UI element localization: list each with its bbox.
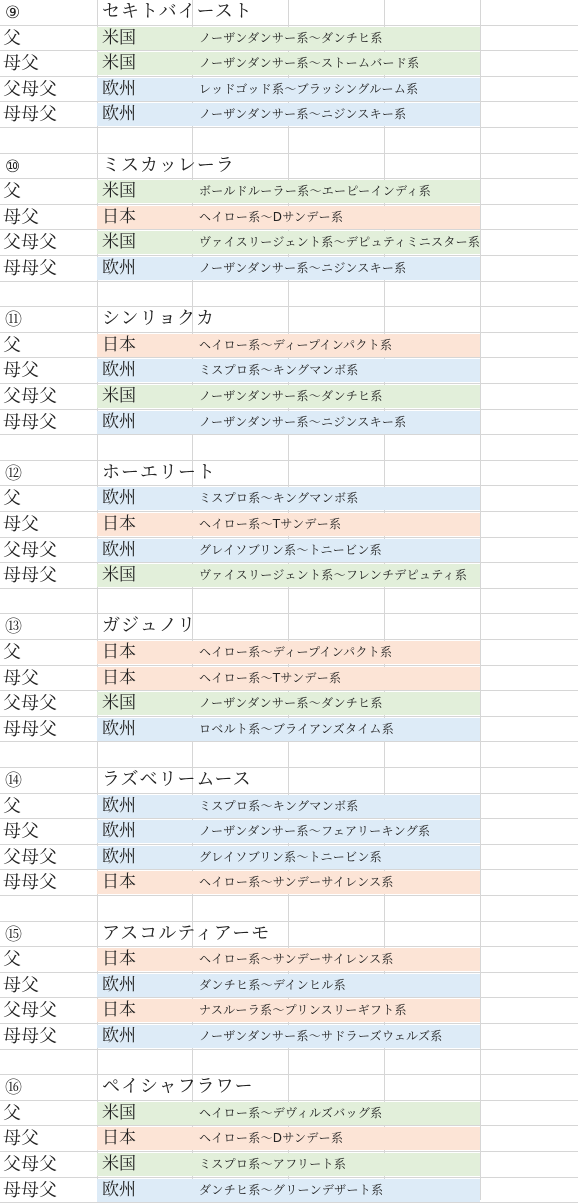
- pedigree-row: [0, 384, 578, 410]
- relation-label: 父母父: [3, 78, 57, 100]
- region-label: 米国: [102, 693, 136, 714]
- horse-name: ペイシャフラワー: [102, 1076, 254, 1098]
- region-label: 日本: [102, 949, 136, 970]
- region-label: 米国: [102, 232, 136, 253]
- relation-label: 父: [3, 949, 21, 971]
- relation-label: 母母父: [3, 565, 57, 587]
- relation-label: 母父: [3, 667, 39, 689]
- relation-label: 母父: [3, 514, 39, 535]
- horse-header-row: [0, 922, 578, 948]
- sire-line-text: ノーザンダンサー系〜ニジンスキー系: [199, 107, 407, 122]
- pedigree-row: [0, 486, 578, 512]
- region-label: 欧州: [102, 821, 136, 842]
- sire-line-text: ボールドルーラー系〜エーピーインディ系: [199, 184, 432, 199]
- spacer-row: [0, 742, 578, 768]
- region-label: 日本: [102, 334, 136, 355]
- pedigree-row: [0, 512, 578, 538]
- sire-line-text: ヴァイスリージェント系〜デピュティミニスター系: [199, 235, 481, 250]
- relation-label: 父: [3, 795, 21, 817]
- pedigree-row: [0, 1178, 578, 1203]
- sire-line-text: グレイソブリン系〜トニービン系: [199, 849, 382, 864]
- relation-label: 母母父: [3, 872, 57, 894]
- horse-name: ホーエリート: [102, 461, 216, 483]
- pedigree-row: [0, 1126, 578, 1152]
- horse-header-row: [0, 307, 578, 333]
- relation-label: 父母父: [3, 1000, 57, 1022]
- sire-line-text: ノーザンダンサー系〜ダンチヒ系: [199, 30, 383, 45]
- horse-header-row: [0, 768, 578, 794]
- sire-line-text: ダンチヒ系〜デインヒル系: [199, 977, 346, 992]
- sire-line-text: レッドゴッド系〜ブラッシングルーム系: [199, 81, 419, 96]
- horse-name: シンリョクカ: [102, 308, 216, 330]
- region-label: 欧州: [102, 104, 136, 125]
- pedigree-row: [0, 1152, 578, 1178]
- sire-line-text: ノーザンダンサー系〜ニジンスキー系: [199, 414, 407, 429]
- region-label: 日本: [102, 1000, 136, 1021]
- pedigree-row: [0, 102, 578, 128]
- region-label: 米国: [102, 181, 136, 202]
- pedigree-row: [0, 230, 578, 256]
- horse-header-row: [0, 1075, 578, 1101]
- relation-label: 父: [3, 642, 21, 663]
- relation-label: 母父: [3, 1128, 39, 1150]
- region-label: 日本: [102, 642, 136, 662]
- relation-label: 母母父: [3, 1179, 57, 1201]
- horse-name: ラズベリームース: [102, 769, 252, 790]
- pedigree-row: [0, 666, 578, 692]
- region-label: 日本: [102, 514, 136, 534]
- pedigree-row: [0, 973, 578, 999]
- pedigree-row: [0, 947, 578, 973]
- region-label: 米国: [102, 565, 136, 586]
- sire-line-text: ダンチヒ系〜グリーンデザート系: [199, 1182, 384, 1197]
- relation-label: 母父: [3, 821, 39, 843]
- region-label: 欧州: [102, 795, 136, 816]
- region-label: 欧州: [102, 78, 136, 99]
- sire-line-text: ノーザンダンサー系〜ダンチヒ系: [199, 696, 383, 711]
- relation-label: 母父: [3, 360, 39, 382]
- sire-line-text: ミスプロ系〜キングマンボ系: [199, 798, 359, 813]
- region-label: 米国: [102, 1102, 136, 1123]
- horse-number: ⑫: [5, 463, 22, 484]
- sire-line-text: ヘイロー系〜Dサンデー系: [199, 209, 344, 224]
- sire-line-text: ロベルト系〜ブライアンズタイム系: [199, 721, 395, 736]
- relation-label: 母父: [3, 974, 39, 996]
- horse-number: ⑩: [5, 156, 21, 177]
- sire-line-text: ヘイロー系〜デヴィルズバッグ系: [199, 1105, 383, 1120]
- pedigree-row: [0, 179, 578, 205]
- region-label: 欧州: [102, 258, 136, 278]
- region-label: 米国: [102, 53, 136, 74]
- region-label: 日本: [102, 206, 136, 227]
- pedigree-row: [0, 358, 578, 384]
- region-label: 米国: [102, 386, 136, 406]
- sire-line-text: ノーザンダンサー系〜ストームバード系: [199, 56, 420, 71]
- region-label: 欧州: [102, 411, 136, 432]
- pedigree-row: [0, 538, 578, 564]
- sire-line-text: ナスルーラ系〜プリンスリーギフト系: [199, 1003, 407, 1018]
- region-label: 日本: [102, 667, 136, 688]
- relation-label: 母母父: [3, 718, 57, 740]
- pedigree-row: [0, 51, 578, 77]
- relation-label: 母父: [3, 53, 39, 75]
- spacer-row: [0, 589, 578, 615]
- relation-label: 父母父: [3, 232, 57, 254]
- relation-label: 父母父: [3, 386, 57, 407]
- region-label: 欧州: [102, 718, 136, 739]
- sire-line-text: ヘイロー系〜サンデーサイレンス系: [199, 952, 394, 967]
- relation-label: 父: [3, 27, 21, 49]
- pedigree-row: [0, 26, 578, 52]
- pedigree-row: [0, 998, 578, 1024]
- horse-number: ⑪: [5, 310, 22, 331]
- sire-line-text: ミスプロ系〜キングマンボ系: [199, 491, 359, 506]
- horse-number: ⑨: [5, 3, 21, 23]
- relation-label: 父母父: [3, 1154, 57, 1175]
- horse-header-row: [0, 0, 578, 26]
- region-label: 欧州: [102, 360, 136, 381]
- region-label: 欧州: [102, 488, 136, 509]
- sire-line-text: ヘイロー系〜Tサンデー系: [199, 670, 342, 685]
- sire-line-text: ヘイロー系〜Tサンデー系: [199, 517, 342, 531]
- pedigree-row: [0, 819, 578, 845]
- pedigree-row: [0, 640, 578, 666]
- sire-line-text: ヘイロー系〜ディープインパクト系: [199, 337, 393, 352]
- horse-number: ⑯: [5, 1078, 22, 1099]
- relation-label: 父: [3, 1102, 21, 1124]
- relation-label: 母母父: [3, 104, 57, 126]
- spacer-row: [0, 1050, 578, 1076]
- pedigree-row: [0, 870, 578, 896]
- horse-name: ガジュノリ: [102, 615, 197, 637]
- relation-label: 父: [3, 181, 21, 203]
- relation-label: 父母父: [3, 846, 57, 868]
- pedigree-row: [0, 717, 578, 743]
- sire-line-text: ヴァイスリージェント系〜フレンチデピュティ系: [199, 568, 468, 583]
- relation-label: 母父: [3, 206, 39, 228]
- pedigree-row: [0, 1024, 578, 1050]
- horse-number: ⑭: [5, 771, 22, 791]
- sire-line-text: ノーザンダンサー系〜フェアリーキング系: [199, 824, 431, 839]
- horse-number: ⑬: [5, 617, 22, 638]
- pedigree-row: [0, 410, 578, 436]
- relation-label: 父母父: [3, 693, 57, 715]
- region-label: 日本: [102, 1128, 136, 1149]
- pedigree-row: [0, 794, 578, 820]
- pedigree-row: [0, 77, 578, 103]
- sire-line-text: ノーザンダンサー系〜ニジンスキー系: [199, 261, 407, 275]
- pedigree-row: [0, 691, 578, 717]
- pedigree-row: [0, 256, 578, 282]
- region-label: 欧州: [102, 1179, 136, 1200]
- pedigree-row: [0, 333, 578, 359]
- region-label: 日本: [102, 872, 136, 893]
- sire-line-text: ヘイロー系〜ディープインパクト系: [199, 645, 393, 659]
- pedigree-row: [0, 1101, 578, 1127]
- spacer-row: [0, 435, 578, 461]
- sire-line-text: ヘイロー系〜Dサンデー系: [199, 1131, 344, 1146]
- horse-header-row: [0, 614, 578, 640]
- pedigree-row: [0, 563, 578, 589]
- region-label: 欧州: [102, 974, 136, 995]
- sire-line-text: ミスプロ系〜アフリート系: [199, 1157, 347, 1171]
- relation-label: 父: [3, 488, 21, 510]
- pedigree-row: [0, 845, 578, 871]
- horse-name: アスコルティアーモ: [102, 922, 271, 944]
- relation-label: 母母父: [3, 1026, 57, 1047]
- region-label: 欧州: [102, 846, 136, 867]
- sire-line-text: ノーザンダンサー系〜ダンチヒ系: [199, 389, 383, 403]
- region-label: 欧州: [102, 539, 136, 560]
- horse-header-row: [0, 154, 578, 180]
- spacer-row: [0, 282, 578, 308]
- sire-line-text: ノーザンダンサー系〜サドラーズウェルズ系: [199, 1029, 443, 1043]
- horse-number: ⑮: [5, 924, 22, 945]
- relation-label: 父: [3, 334, 21, 356]
- relation-label: 父母父: [3, 539, 57, 561]
- region-label: 欧州: [102, 1026, 136, 1046]
- sire-line-text: ヘイロー系〜サンデーサイレンス系: [199, 875, 394, 890]
- pedigree-row: [0, 205, 578, 231]
- horse-name: ミスカッレーラ: [102, 154, 235, 176]
- horse-header-row: [0, 461, 578, 487]
- region-label: 米国: [102, 27, 136, 48]
- sire-line-text: グレイソブリン系〜トニービン系: [199, 542, 382, 557]
- region-label: 米国: [102, 1154, 136, 1174]
- spacer-row: [0, 128, 578, 154]
- horse-name: セキトバイースト: [102, 1, 253, 22]
- spacer-row: [0, 896, 578, 922]
- relation-label: 母母父: [3, 411, 57, 433]
- sire-line-text: ミスプロ系〜キングマンボ系: [199, 363, 359, 378]
- relation-label: 母母父: [3, 258, 57, 279]
